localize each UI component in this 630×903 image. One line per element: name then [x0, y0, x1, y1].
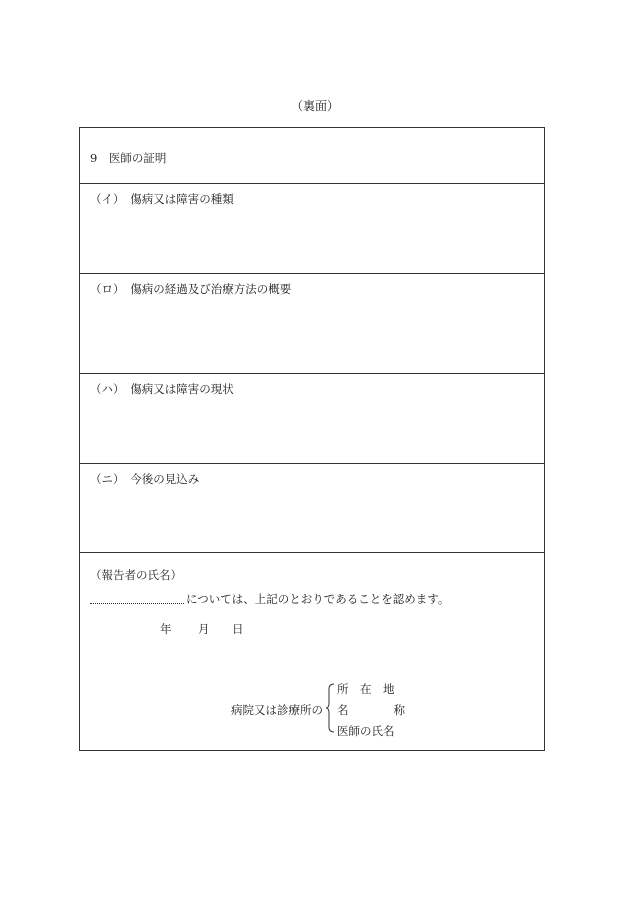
- section-title-row: [80, 128, 544, 184]
- item-row-ni[interactable]: [80, 464, 544, 553]
- doctor-name-label: 医師の氏名: [337, 724, 395, 738]
- item-label-ni: （ニ） 今後の見込み: [90, 472, 200, 486]
- facility-label: 病院又は診療所の: [231, 703, 323, 717]
- reporter-name-label: （報告者の氏名）: [90, 568, 182, 582]
- date-year-label: 年: [160, 622, 172, 636]
- facility-address-label: 所 在 地: [337, 682, 395, 696]
- item-row-i[interactable]: [80, 184, 544, 274]
- brace-icon: [325, 683, 335, 733]
- facility-name-label-a: 名: [337, 703, 349, 717]
- doctor-certificate-form: [79, 127, 545, 751]
- item-label-ha: （ハ） 傷病又は障害の現状: [90, 382, 234, 396]
- item-label-ro: （ロ） 傷病の経過及び治療方法の概要: [90, 282, 292, 296]
- date-day-label: 日: [232, 622, 244, 636]
- item-label-i: （イ） 傷病又は障害の種類: [90, 192, 234, 206]
- reporter-name-field[interactable]: [90, 591, 184, 604]
- report-section: [80, 553, 544, 752]
- facility-name-label-b: 称: [393, 703, 405, 717]
- section-title: 9 医師の証明: [90, 151, 167, 165]
- page-heading: （裏面）: [290, 99, 339, 113]
- date-month-label: 月: [198, 622, 210, 636]
- item-row-ha[interactable]: [80, 374, 544, 464]
- certification-text: については、上記のとおりであることを認めます。: [186, 592, 450, 606]
- item-row-ro[interactable]: [80, 274, 544, 374]
- facility-name-label: [337, 702, 405, 718]
